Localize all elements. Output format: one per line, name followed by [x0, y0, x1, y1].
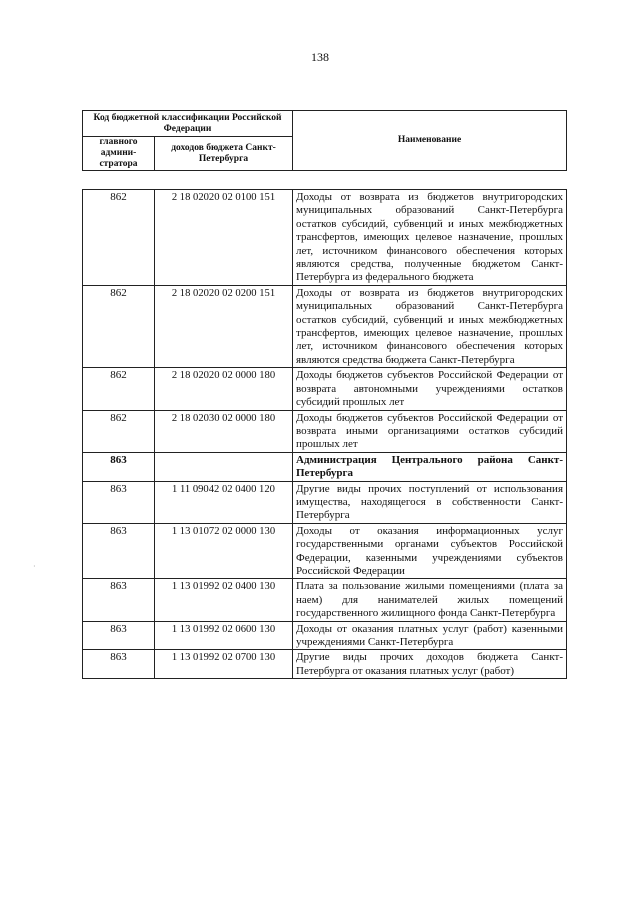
table-row [83, 190, 567, 286]
admin-code-cell: 862 [83, 368, 155, 410]
admin-code-cell: 862 [83, 410, 155, 452]
revenue-name-cell: Доходы бюджетов субъектов Российской Федерации от возврата автономными учреждениями остатков субсидий прошлых лет [293, 368, 567, 410]
revenue-name-cell: Доходы бюджетов субъектов Российской Федерации от возврата иными организациями остатков субсидий прошлых лет [293, 410, 567, 452]
revenue-code-cell: 2 18 02020 02 0100 151 [155, 190, 293, 286]
revenue-code-cell [155, 452, 293, 481]
revenue-code-cell: 2 18 02020 02 0200 151 [155, 285, 293, 367]
admin-code-cell: 863 [83, 650, 155, 679]
revenue-name-cell: Плата за пользование жилыми помещениями (плата за наем) для нанимателей жилых помещений государственного жилищного фонда Санкт-Петербурга [293, 579, 567, 621]
revenue-code-cell: 1 13 01992 02 0700 130 [155, 650, 293, 679]
revenue-name-cell: Другие виды прочих поступлений от использования имущества, находящегося в собственности Санкт-Петербурга [293, 481, 567, 523]
revenue-name-cell: Администрация Центрального района Санкт-Петербурга [293, 452, 567, 481]
page-number: 138 [311, 50, 329, 64]
table-row [83, 650, 567, 679]
header-name-column: Наименование [293, 111, 567, 171]
table-row [83, 523, 567, 579]
admin-code-cell: 863 [83, 452, 155, 481]
revenue-name-cell: Доходы от оказания информационных услуг государственными органами субъектов Российской Федерации, казенными учреждениями субъектов Российской Федерации [293, 523, 567, 579]
admin-code-cell: 863 [83, 621, 155, 650]
table-row [83, 410, 567, 452]
admin-code-cell: 863 [83, 579, 155, 621]
scan-mark: · [33, 562, 36, 571]
revenue-code-cell: 1 11 09042 02 0400 120 [155, 481, 293, 523]
table-row [83, 368, 567, 410]
table-row [83, 621, 567, 650]
table-header [82, 110, 567, 171]
budget-code-table [82, 189, 567, 679]
revenue-name-cell: Доходы от возврата из бюджетов внутригородских муниципальных образований Санкт-Петербурга остатков субсидий, субвенций и иных межбюджетных трансфертов, имеющих целевое назначение, прошлых лет, источником финансового обеспечения которых являются средства бюджета Санкт-Петербурга [293, 285, 567, 367]
header-admin-column: главного админи-стратора [83, 137, 155, 171]
admin-code-cell: 863 [83, 481, 155, 523]
header-classification-group: Код бюджетной классификации Российской Федерации [83, 111, 293, 137]
revenue-name-cell: Другие виды прочих доходов бюджета Санкт-Петербурга от оказания платных услуг (работ) [293, 650, 567, 679]
revenue-code-cell: 1 13 01072 02 0000 130 [155, 523, 293, 579]
admin-code-cell: 863 [83, 523, 155, 579]
revenue-code-cell: 1 13 01992 02 0400 130 [155, 579, 293, 621]
admin-code-cell: 862 [83, 190, 155, 286]
revenue-name-cell: Доходы от оказания платных услуг (работ) казенными учреждениями Санкт-Петербурга [293, 621, 567, 650]
table-row [83, 579, 567, 621]
revenue-code-cell: 1 13 01992 02 0600 130 [155, 621, 293, 650]
header-code-column: доходов бюджета Санкт-Петербурга [155, 137, 293, 171]
revenue-code-cell: 2 18 02030 02 0000 180 [155, 410, 293, 452]
revenue-name-cell: Доходы от возврата из бюджетов внутригородских муниципальных образований Санкт-Петербурга остатков субсидий, субвенций и иных межбюджетных трансфертов, имеющих целевое назначение, прошлых лет, источником финансового обеспечения которых являются средства, полученные бюджетом Санкт-Петербурга из федерального бюджета [293, 190, 567, 286]
admin-code-cell: 862 [83, 285, 155, 367]
table-row [83, 452, 567, 481]
table-row [83, 481, 567, 523]
revenue-code-cell: 2 18 02020 02 0000 180 [155, 368, 293, 410]
table-row [83, 285, 567, 367]
